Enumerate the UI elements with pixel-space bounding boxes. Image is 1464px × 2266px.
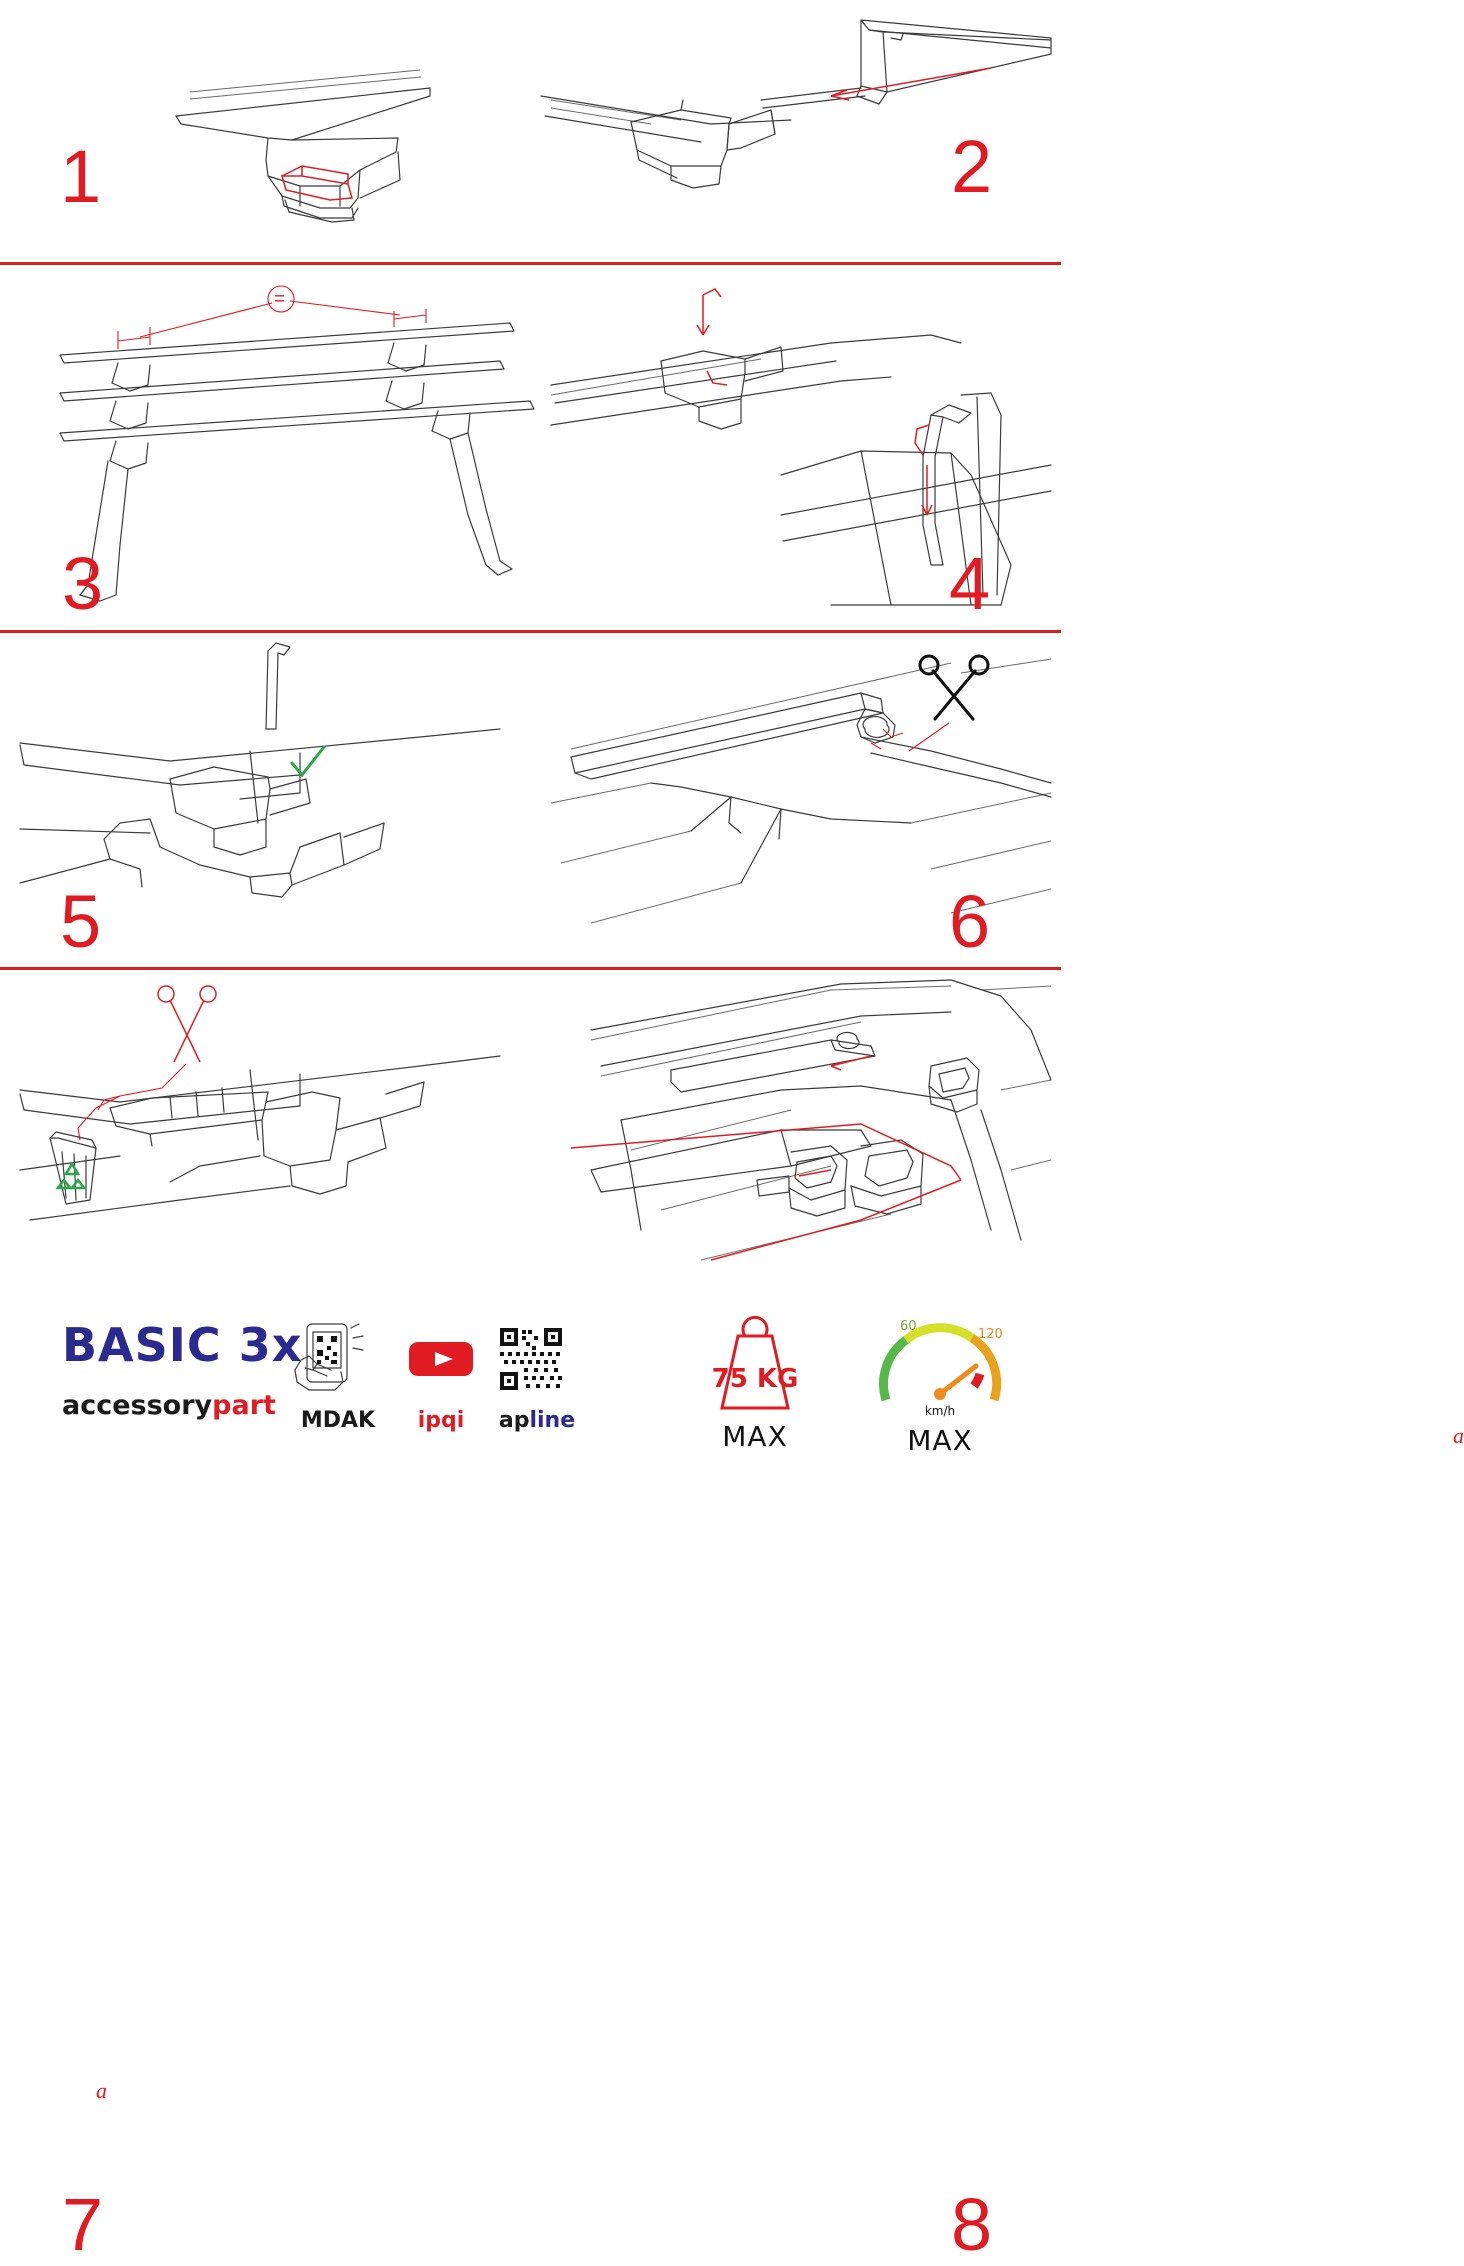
svg-text:120: 120 <box>978 1327 1003 1342</box>
equal-annotation: = <box>274 289 286 310</box>
logo-mdak[interactable] <box>283 1320 393 1433</box>
qr-code-icon <box>482 1320 592 1398</box>
brand-name-line <box>62 1390 302 1421</box>
product-quantity: 3x <box>238 1318 303 1372</box>
product-name-line <box>62 1318 302 1372</box>
weight-icon <box>680 1312 830 1412</box>
speedometer-icon <box>860 1308 1020 1418</box>
step-number-8: 8 <box>951 2183 993 2266</box>
step-7-illustration <box>0 970 530 1290</box>
part-label-a-step7: a <box>96 2078 107 2103</box>
part-label-a-step6: a <box>1453 1423 1464 1448</box>
step-panel-4 <box>531 265 1061 630</box>
step-number-7: 7 <box>62 2183 104 2266</box>
qr-hand-phone-icon <box>283 1320 393 1398</box>
logo-apline-caption <box>482 1408 592 1433</box>
step-panel-5 <box>0 633 530 967</box>
svg-text:60: 60 <box>900 1319 917 1334</box>
step-number-6: 6 <box>949 880 991 963</box>
step-number-1: 1 <box>60 135 102 218</box>
step-number-5: 5 <box>60 880 102 963</box>
brand-name-second: part <box>212 1390 276 1421</box>
logo-ipqi[interactable] <box>400 1320 482 1433</box>
step-1-illustration <box>0 0 530 262</box>
step-panel-3 <box>0 265 530 630</box>
max-load-value: 75 KG <box>711 1364 799 1394</box>
youtube-icon <box>400 1320 482 1398</box>
max-speed-unit: km/h <box>924 1404 956 1418</box>
logo-ipqi-caption: ipqi <box>417 1408 465 1433</box>
max-load-label: MAX <box>722 1420 788 1453</box>
max-speed-label: MAX <box>907 1424 973 1457</box>
step-number-3: 3 <box>62 542 104 625</box>
scissors-icon-2 <box>158 986 216 1062</box>
step-panel-2 <box>531 0 1061 262</box>
step-row-1 <box>0 0 1061 262</box>
step-panel-1 <box>0 0 530 262</box>
step-number-4: 4 <box>949 542 991 625</box>
step-row-2 <box>0 265 1061 630</box>
logo-apline-caption-first: ap <box>498 1408 530 1433</box>
logo-mdak-caption: MDAK <box>300 1408 376 1433</box>
step-number-2: 2 <box>951 125 993 208</box>
scissors-icon <box>920 656 988 719</box>
recycle-bin-icon <box>50 1132 96 1204</box>
max-load-block <box>680 1312 830 1453</box>
brand-name-first: accessory <box>62 1390 213 1421</box>
footer <box>0 1290 1061 1500</box>
product-name: BASIC <box>62 1318 222 1372</box>
step-8-illustration <box>531 970 1061 1290</box>
logo-apline[interactable] <box>482 1320 592 1433</box>
logo-apline-caption-second: line <box>529 1408 576 1433</box>
product-brand-block <box>62 1318 302 1421</box>
max-speed-block <box>860 1308 1020 1457</box>
